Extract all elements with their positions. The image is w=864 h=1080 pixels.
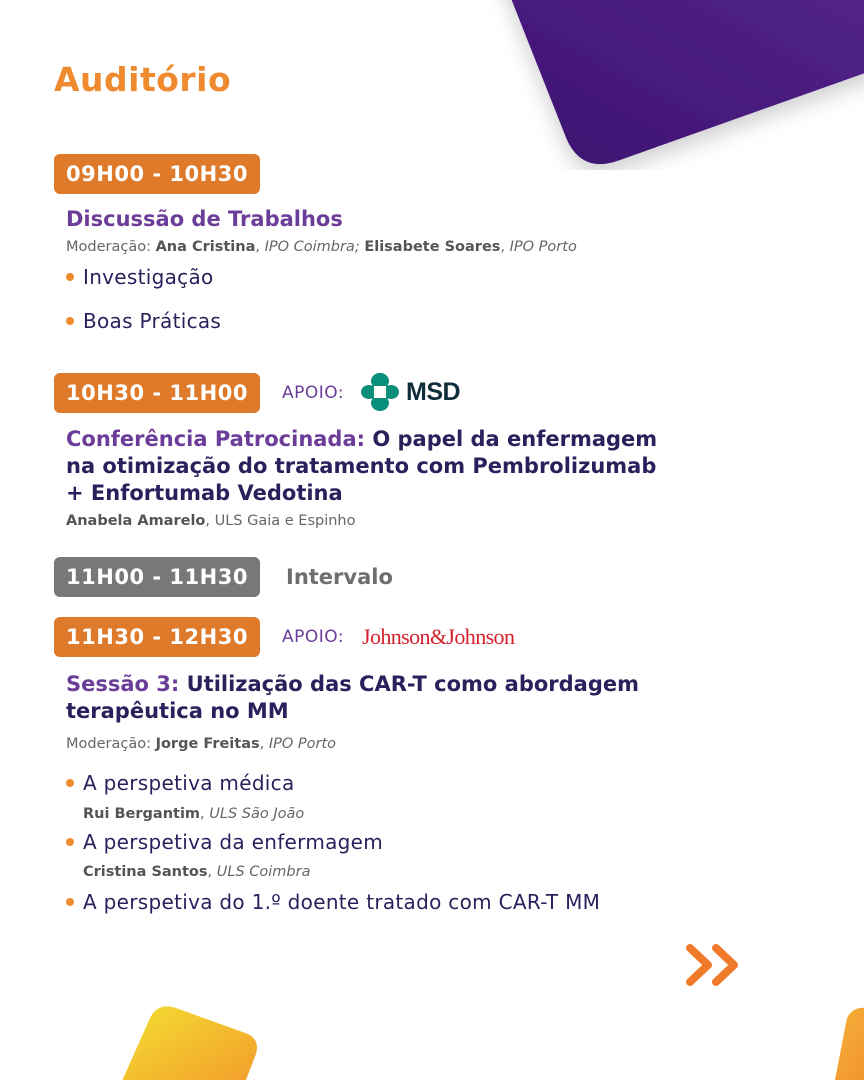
speaker: Anabela Amarelo, ULS Gaia e Espinho [66,513,356,529]
list-item: A perspetiva médica [66,771,295,795]
decorative-yellow-shape [110,1000,270,1080]
time-badge: 11H30 - 12H30 [54,617,260,657]
list-item: A perspetiva da enfermagem [66,830,383,854]
speaker-org: ULS São João [209,806,305,822]
list-item: Investigação [66,265,214,289]
moderator-name: Ana Cristina [155,239,256,255]
apoio-label: APOIO: [282,383,345,403]
speaker-name: Cristina Santos [83,864,208,880]
apoio-label: APOIO: [282,627,345,647]
time-badge: 10H30 - 11H00 [54,373,260,413]
interval-label: Intervalo [286,565,393,589]
moderator-org: IPO Porto [268,736,337,752]
speaker: Rui Bergantim, ULS São João [83,806,305,822]
decorative-purple-shape [470,0,864,170]
session-title: Conferência Patrocinada: O papel da enfermagem na otimização do tratamento com Pembrolizumab + Enfortumab Vedotina [66,427,658,505]
moderator-org: IPO Coimbra; [264,239,360,255]
bullet-icon [66,779,74,787]
session-title: Discussão de Trabalhos [66,207,343,231]
time-badge: 09H00 - 10H30 [54,154,260,194]
moderation: Moderação: Ana Cristina, IPO Coimbra; Elisabete Soares, IPO Porto [66,239,577,255]
moderator-name: Jorge Freitas [155,736,260,752]
time-badge: 11H00 - 11H30 [54,557,260,597]
speaker-org: ULS Gaia e Espinho [214,513,356,529]
msd-logo-icon [360,372,400,412]
session-title: Sessão 3: Utilização das CAR-T como abordagem terapêutica no MM [66,672,639,723]
list-item: A perspetiva do 1.º doente tratado com CAR-T MM [66,890,600,914]
bullet-icon [66,317,74,325]
page-title: Auditório [54,60,232,99]
list-item: Boas Práticas [66,309,221,333]
speaker-name: Anabela Amarelo [66,513,206,529]
johnson-and-johnson-logo: Johnson&Johnson [362,624,515,649]
moderation: Moderação: Jorge Freitas, IPO Porto [66,736,337,752]
bullet-icon [66,898,74,906]
speaker-name: Rui Bergantim [83,806,201,822]
bullet-icon [66,838,74,846]
moderator-name: Elisabete Soares [364,239,501,255]
decorative-orange-shape [825,1000,864,1080]
msd-logo: MSD [360,372,460,412]
speaker-org: ULS Coimbra [216,864,311,880]
speaker: Cristina Santos, ULS Coimbra [83,864,311,880]
double-chevron-right-icon[interactable] [684,940,750,990]
moderator-org: IPO Porto [509,239,577,255]
bullet-icon [66,273,74,281]
